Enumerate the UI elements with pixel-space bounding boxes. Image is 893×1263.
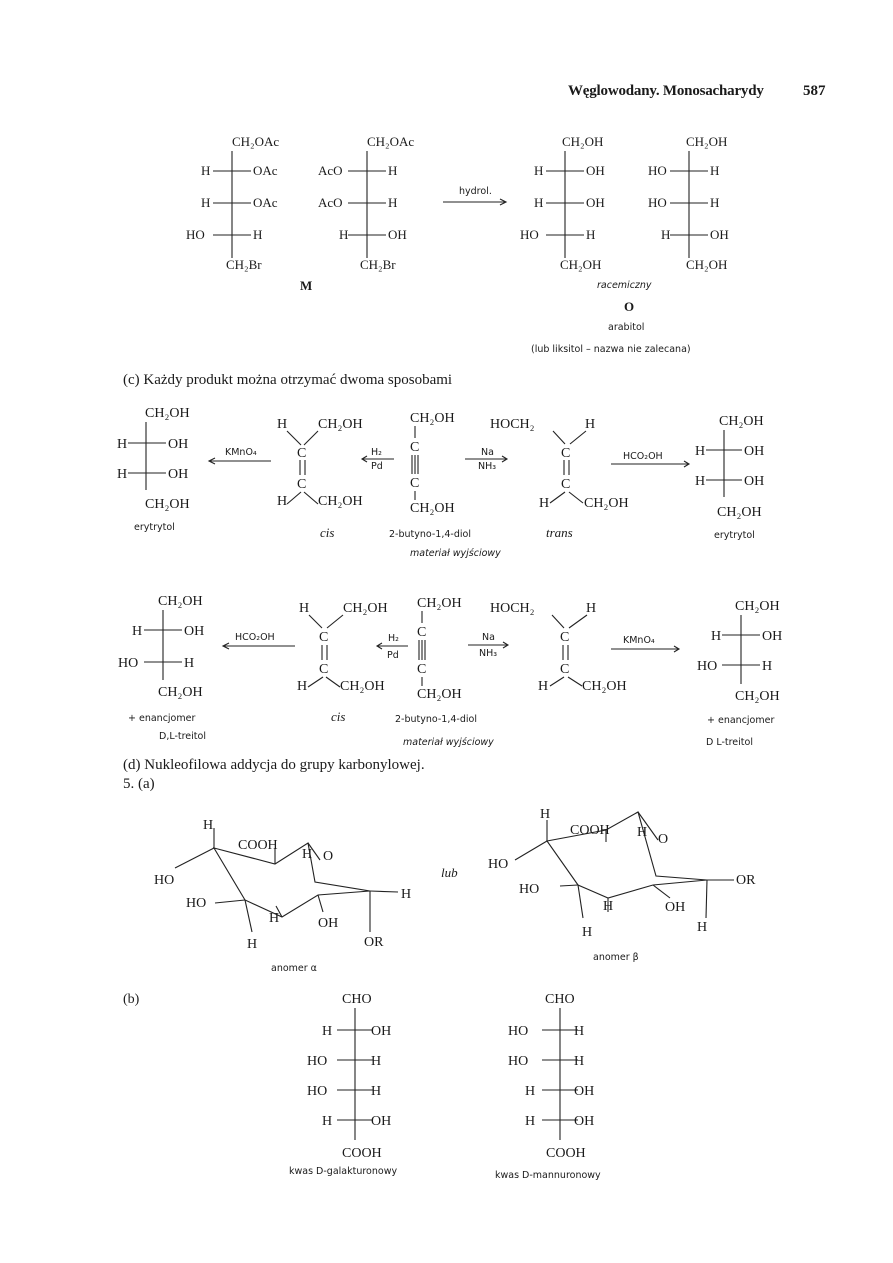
- svg-text:OH: OH: [574, 1114, 595, 1129]
- compound-O-label: O: [624, 299, 635, 314]
- svg-text:H: H: [525, 1084, 536, 1099]
- svg-text:OR: OR: [364, 935, 384, 950]
- compound-M-label: M: [300, 278, 313, 293]
- svg-text:H: H: [695, 474, 706, 489]
- svg-text:H: H: [637, 825, 648, 840]
- svg-text:CH₂OH: CH₂OH: [417, 687, 462, 702]
- svg-text:OH: OH: [744, 474, 765, 489]
- svg-text:CH₂OH: CH₂OH: [343, 601, 388, 616]
- svg-text:O: O: [658, 832, 669, 847]
- svg-text:H: H: [322, 1024, 333, 1039]
- svg-text:CH₂OH: CH₂OH: [318, 417, 363, 432]
- svg-text:H: H: [534, 195, 544, 210]
- hco2oh-label-row2: HCO₂OH: [235, 632, 275, 643]
- lub-text: lub: [441, 865, 458, 880]
- svg-text:H: H: [711, 629, 722, 644]
- svg-text:H: H: [401, 887, 412, 902]
- butyne-label-row1: 2-butyno-1,4-diol: [389, 529, 471, 540]
- fischer-erythritol-right: [695, 414, 764, 520]
- svg-text:H: H: [603, 899, 614, 914]
- h2-label-row2: H₂: [388, 633, 399, 644]
- svg-text:CHO: CHO: [342, 992, 372, 1007]
- svg-text:H: H: [117, 467, 128, 482]
- hydrol-label: hydrol.: [459, 186, 492, 197]
- svg-text:CH₂Br: CH₂Br: [360, 257, 396, 272]
- svg-text:H: H: [203, 818, 214, 833]
- svg-text:H: H: [117, 437, 128, 452]
- svg-text:H: H: [762, 659, 773, 674]
- svg-text:OH: OH: [744, 444, 765, 459]
- svg-text:CH₂OH: CH₂OH: [735, 599, 780, 614]
- svg-text:OAc: OAc: [253, 163, 278, 178]
- svg-text:CH₂OAc: CH₂OAc: [232, 134, 280, 149]
- starting-material-row2: materiał wyjściowy: [403, 737, 494, 748]
- trans-butene-row1: [490, 417, 629, 511]
- svg-text:H: H: [534, 163, 544, 178]
- h2-label-row1: H₂: [371, 447, 382, 458]
- fischer-galacturonic: [307, 992, 391, 1161]
- svg-text:HO: HO: [697, 659, 718, 674]
- pd-label-row1: Pd: [371, 461, 383, 472]
- svg-text:COOH: COOH: [342, 1146, 382, 1161]
- chair-beta-anomer: [488, 807, 756, 940]
- svg-text:O: O: [323, 849, 334, 864]
- svg-text:CH₂OH: CH₂OH: [719, 414, 764, 429]
- svg-text:HO: HO: [186, 896, 207, 911]
- erythritol-right-label: erytrytol: [714, 530, 755, 541]
- svg-text:CH₂OH: CH₂OH: [145, 497, 190, 512]
- threitol-left-label: D,L-treitol: [159, 731, 206, 742]
- svg-text:HO: HO: [154, 873, 175, 888]
- butyne-row1: [410, 411, 455, 516]
- fischer-M-1: [186, 134, 279, 272]
- svg-text:H: H: [539, 496, 550, 511]
- svg-text:CH₂Br: CH₂Br: [226, 257, 262, 272]
- svg-text:CH₂OH: CH₂OH: [410, 501, 455, 516]
- svg-text:H: H: [710, 195, 720, 210]
- pd-label-row2: Pd: [387, 650, 399, 661]
- svg-text:AcO: AcO: [318, 195, 343, 210]
- running-header: Węglowodany. Monosacharydy: [568, 83, 764, 99]
- svg-text:OH: OH: [184, 624, 205, 639]
- trans-butene-row2: [490, 601, 627, 694]
- svg-text:H: H: [710, 163, 720, 178]
- svg-text:H: H: [277, 494, 288, 509]
- svg-text:H: H: [574, 1024, 585, 1039]
- svg-text:H: H: [322, 1114, 333, 1129]
- svg-text:H: H: [586, 601, 597, 616]
- section-d-heading: (d) Nukleofilowa addycja do grupy karbonylowej.: [123, 757, 425, 773]
- svg-text:H: H: [582, 925, 593, 940]
- cis-label-row1: cis: [320, 525, 335, 540]
- svg-text:CH₂OH: CH₂OH: [560, 257, 602, 272]
- fischer-erythritol-left: [117, 406, 190, 512]
- svg-text:C: C: [410, 476, 420, 491]
- svg-text:H: H: [538, 679, 549, 694]
- svg-text:CH₂OH: CH₂OH: [340, 679, 385, 694]
- svg-text:C: C: [297, 477, 307, 492]
- svg-text:HO: HO: [648, 195, 667, 210]
- svg-text:C: C: [560, 630, 570, 645]
- starting-material-row1: materiał wyjściowy: [410, 548, 501, 559]
- erythritol-left-label: erytrytol: [134, 522, 175, 533]
- kmno4-label-row2: KMnO₄: [623, 635, 655, 646]
- fischer-threitol-left: [118, 594, 204, 700]
- svg-text:HOCH₂: HOCH₂: [490, 601, 535, 616]
- fischer-threitol-right: [697, 599, 782, 704]
- svg-text:CH₂OH: CH₂OH: [735, 689, 780, 704]
- liksitol-note: (lub liksitol – nazwa nie zalecana): [531, 344, 691, 355]
- svg-text:C: C: [319, 630, 329, 645]
- svg-text:H: H: [585, 417, 596, 432]
- svg-text:H: H: [371, 1084, 382, 1099]
- svg-text:OH: OH: [665, 900, 686, 915]
- svg-text:H: H: [339, 227, 349, 242]
- svg-text:COOH: COOH: [238, 838, 278, 853]
- galacturonic-label: kwas D-galakturonowy: [289, 1166, 398, 1177]
- svg-text:HO: HO: [307, 1054, 328, 1069]
- svg-text:HO: HO: [508, 1024, 529, 1039]
- section-b-label: (b): [123, 992, 140, 1007]
- svg-text:CH₂OH: CH₂OH: [410, 411, 455, 426]
- svg-text:H: H: [525, 1114, 536, 1129]
- svg-text:H: H: [574, 1054, 585, 1069]
- svg-text:HO: HO: [186, 227, 205, 242]
- svg-text:H: H: [277, 417, 288, 432]
- page-number: 587: [803, 83, 826, 99]
- anomer-beta-label: anomer β: [593, 952, 639, 963]
- enantiomer-left: + enancjomer: [128, 713, 196, 724]
- svg-text:HOCH₂: HOCH₂: [490, 417, 535, 432]
- svg-text:OH: OH: [586, 163, 605, 178]
- svg-text:H: H: [201, 163, 211, 178]
- trans-label-row1: trans: [546, 525, 573, 540]
- svg-text:CH₂OH: CH₂OH: [562, 134, 604, 149]
- svg-text:H: H: [661, 227, 671, 242]
- svg-text:CH₂OH: CH₂OH: [158, 685, 203, 700]
- svg-text:CHO: CHO: [545, 992, 575, 1007]
- svg-text:C: C: [561, 446, 571, 461]
- chair-alpha-anomer: [154, 818, 411, 952]
- svg-text:CH₂OH: CH₂OH: [717, 505, 762, 520]
- svg-text:C: C: [561, 477, 571, 492]
- svg-text:H: H: [132, 624, 143, 639]
- butyne-label-row2: 2-butyno-1,4-diol: [395, 714, 477, 725]
- na-label-row2: Na: [482, 632, 495, 643]
- fischer-M-2: [318, 134, 414, 272]
- svg-text:C: C: [417, 625, 427, 640]
- fischer-O-2: [648, 134, 729, 272]
- svg-text:OH: OH: [574, 1084, 595, 1099]
- fischer-O-1: [520, 134, 605, 272]
- cis-butene-row1: [277, 417, 363, 509]
- svg-text:H: H: [253, 227, 263, 242]
- svg-text:H: H: [184, 656, 195, 671]
- svg-text:OH: OH: [168, 467, 189, 482]
- cis-label-row2: cis: [331, 709, 346, 724]
- anomer-alpha-label: anomer α: [271, 963, 317, 974]
- racemic-label: racemiczny: [597, 280, 652, 291]
- na-label-row1: Na: [481, 447, 494, 458]
- svg-text:C: C: [319, 662, 329, 677]
- svg-text:C: C: [560, 662, 570, 677]
- svg-text:OH: OH: [168, 437, 189, 452]
- svg-text:HO: HO: [519, 882, 540, 897]
- svg-text:CH₂OH: CH₂OH: [686, 134, 728, 149]
- svg-text:HO: HO: [307, 1084, 328, 1099]
- mannuronic-label: kwas D-mannuronowy: [495, 1170, 601, 1181]
- cis-butene-row2: [297, 601, 388, 694]
- svg-text:OH: OH: [710, 227, 729, 242]
- enantiomer-right: + enancjomer: [707, 715, 775, 726]
- svg-text:H: H: [302, 847, 313, 862]
- svg-text:H: H: [269, 911, 280, 926]
- svg-text:OR: OR: [736, 873, 756, 888]
- svg-text:CH₂OH: CH₂OH: [318, 494, 363, 509]
- svg-text:C: C: [417, 662, 427, 677]
- svg-text:AcO: AcO: [318, 163, 343, 178]
- svg-text:CH₂OH: CH₂OH: [417, 596, 462, 611]
- svg-text:OH: OH: [371, 1024, 392, 1039]
- section-c-heading: (c) Każdy produkt można otrzymać dwoma sposobami: [123, 372, 453, 388]
- svg-text:COOH: COOH: [546, 1146, 586, 1161]
- svg-text:C: C: [410, 440, 420, 455]
- svg-text:CH₂OH: CH₂OH: [582, 679, 627, 694]
- svg-text:H: H: [201, 195, 211, 210]
- svg-text:CH₂OAc: CH₂OAc: [367, 134, 415, 149]
- svg-text:HO: HO: [118, 656, 139, 671]
- svg-text:CH₂OH: CH₂OH: [584, 496, 629, 511]
- svg-text:HO: HO: [488, 857, 509, 872]
- svg-text:H: H: [247, 937, 258, 952]
- nh3-label-row1: NH₃: [478, 461, 497, 472]
- butyne-row2: [417, 596, 462, 702]
- svg-text:H: H: [586, 227, 596, 242]
- svg-text:H: H: [540, 807, 551, 822]
- svg-text:H: H: [695, 444, 706, 459]
- threitol-right-label: D L-treitol: [706, 737, 753, 748]
- svg-text:OH: OH: [371, 1114, 392, 1129]
- kmno4-label-row1: KMnO₄: [225, 447, 257, 458]
- svg-text:OH: OH: [318, 916, 339, 931]
- svg-text:CH₂OH: CH₂OH: [145, 406, 190, 421]
- section-5-heading: 5. (a): [123, 776, 155, 792]
- nh3-label-row2: NH₃: [479, 648, 498, 659]
- svg-text:HO: HO: [520, 227, 539, 242]
- fischer-mannuronic: [508, 992, 594, 1161]
- svg-text:H: H: [697, 920, 708, 935]
- svg-text:H: H: [388, 195, 398, 210]
- svg-text:H: H: [297, 679, 308, 694]
- hco2oh-label-row1: HCO₂OH: [623, 451, 663, 462]
- svg-text:HO: HO: [508, 1054, 529, 1069]
- svg-text:OH: OH: [586, 195, 605, 210]
- svg-text:OH: OH: [388, 227, 407, 242]
- svg-text:COOH: COOH: [570, 823, 610, 838]
- svg-text:OAc: OAc: [253, 195, 278, 210]
- svg-text:H: H: [299, 601, 310, 616]
- svg-text:C: C: [297, 446, 307, 461]
- svg-text:OH: OH: [762, 629, 783, 644]
- svg-text:CH₂OH: CH₂OH: [686, 257, 728, 272]
- arabitol-label: arabitol: [608, 322, 645, 333]
- svg-text:H: H: [371, 1054, 382, 1069]
- svg-text:HO: HO: [648, 163, 667, 178]
- svg-text:H: H: [388, 163, 398, 178]
- svg-text:CH₂OH: CH₂OH: [158, 594, 203, 609]
